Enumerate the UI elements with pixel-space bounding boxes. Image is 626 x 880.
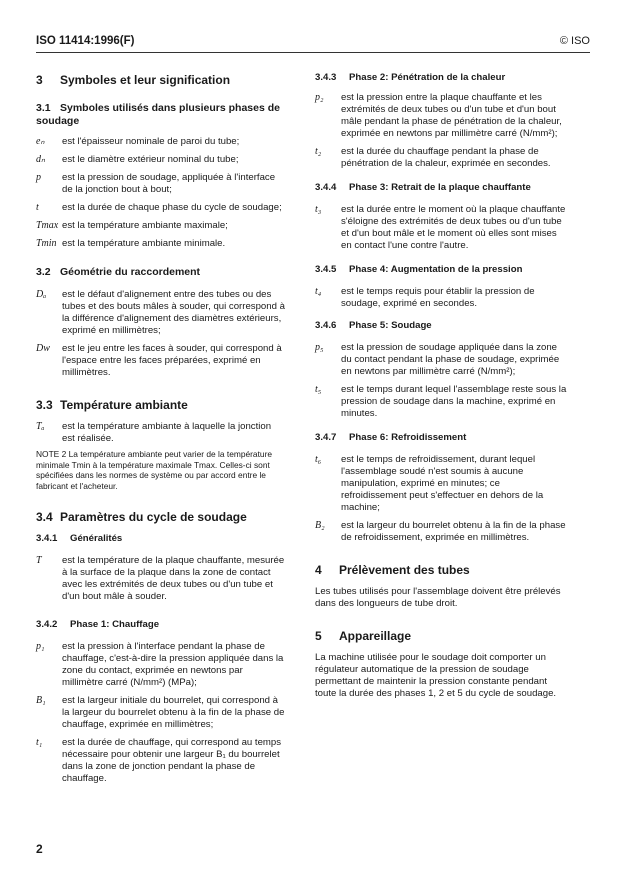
definition-item	[36, 641, 286, 689]
section-3-4-5-heading: 3.4.5 Phase 4: Augmentation de la pression	[315, 264, 523, 275]
definition-text: est le jeu entre les faces à souder, qui correspond à l'espace entre les faces préparées, exprimé en millimètres.	[62, 343, 282, 378]
definitions-3-2	[36, 289, 286, 379]
definitions-3-4-7	[315, 454, 567, 544]
definitions-3-4-1	[36, 555, 286, 603]
note-2: NOTE 2 La température ambiante peut varier de la température minimale Tmin à la température maximale Tmax. Celles-ci sont spécifiées dans les normes de système ou par accord entre le fabricant et l'acheteur.	[36, 449, 273, 491]
page-header	[36, 35, 590, 47]
definition-symbol: Dw	[36, 343, 50, 354]
section-4-heading: 4 Prélèvement des tubes	[315, 563, 470, 577]
left-column	[36, 62, 286, 785]
definition-text: est la température ambiante maximale;	[62, 220, 228, 231]
definition-symbol: p₅	[315, 342, 324, 353]
section-5-heading: 5 Appareillage	[315, 629, 412, 643]
definition-text: est la température ambiante à laquelle la jonction est réalisée.	[62, 421, 272, 444]
definition-symbol: B₂	[315, 520, 325, 531]
section-3-4-3-heading: 3.4.3 Phase 2: Pénétration de la chaleur	[315, 72, 506, 83]
definition-item	[315, 92, 567, 140]
definition-text: est la durée du chauffage pendant la phase de pénétration de la chaleur, exprimée en secondes.	[341, 146, 551, 169]
definition-item	[315, 454, 567, 514]
definition-item	[315, 204, 567, 252]
definition-item	[36, 343, 286, 379]
definition-symbol: p₂	[315, 92, 324, 103]
section-3-4-7-heading: 3.4.7 Phase 6: Refroidissement	[315, 432, 467, 443]
definitions-3-4-5	[315, 286, 567, 310]
definitions-3-4-2	[36, 641, 286, 785]
section-3-3-heading: 3.3 Température ambiante	[36, 398, 188, 412]
definition-symbol: t₄	[315, 286, 322, 297]
definition-text: est la pression entre la plaque chauffante et les extrémités de deux tubes ou d'un tube et d'un bout mâle pendant la phase de pénétration de la chaleur, exprimée en newtons par millimètre carré (N/mm²);	[341, 92, 562, 139]
definition-item	[315, 286, 567, 310]
definition-text: est la largeur initiale du bourrelet, qui correspond à la largeur du bourrelet obtenu à la fin de la phase de chauffage, exprimée en millimètres;	[62, 695, 285, 730]
definition-text: est le temps de refroidissement, durant lequel l'assemblage soudé n'est soumis à aucune manipulation, exprimé en minutes; ce refroidissement peut s'effectuer en dehors de la machine;	[341, 454, 544, 513]
definition-text: est la température de la plaque chauffante, mesurée à la surface de la plaque dans la zone de contact avec les extrémités de deux tubes ou d'un tube et d'un bout mâle à souder.	[62, 555, 285, 602]
header-rule	[36, 52, 590, 53]
definition-text: est la température ambiante minimale.	[62, 238, 226, 249]
section-3-4-6-heading: 3.4.6 Phase 5: Soudage	[315, 320, 432, 331]
definition-symbol: T	[36, 555, 42, 566]
definition-text: est le temps durant lequel l'assemblage reste sous la pression de soudage dans la machine, exprimé en minutes.	[341, 384, 567, 419]
page-number: 2	[36, 842, 43, 856]
definition-symbol: t	[36, 202, 39, 213]
definition-text: est la largeur du bourrelet obtenu à la fin de la phase de refroidissement, exprimée en millimètres.	[341, 520, 566, 543]
definition-item	[36, 172, 286, 196]
section-3-2-heading: 3.2 Géométrie du raccordement	[36, 266, 201, 278]
definition-item	[315, 384, 567, 420]
definition-item	[36, 238, 286, 250]
definition-symbol: t₆	[315, 454, 322, 465]
definition-text: est l'épaisseur nominale de paroi du tube;	[62, 136, 240, 147]
definition-symbol: B₁	[36, 695, 46, 706]
definition-item	[36, 220, 286, 232]
definition-symbol: eₙ	[36, 136, 45, 147]
definitions-3-4-6	[315, 342, 567, 420]
definition-item	[315, 342, 567, 378]
section-4-text: Les tubes utilisés pour l'assemblage doivent être prélevés dans des longueurs de tube droit.	[315, 586, 561, 609]
definition-symbol: Tmin	[36, 238, 57, 249]
definition-text: est le défaut d'alignement entre des tubes ou des tubes et des bouts mâles à souder, qui correspond à la différence d'alignement des diamètres extérieurs, exprimé en millimètres;	[62, 289, 285, 336]
definitions-3-1	[36, 136, 286, 250]
definition-item	[315, 520, 567, 544]
definition-item	[315, 146, 567, 170]
definitions-3-3	[36, 421, 286, 445]
definition-text: est la durée entre le moment où la plaque chauffante s'éloigne des extrémités de deux tubes ou d'un tube et d'un bout mâle et le moment où elles sont mises en contact l'une contre l'autre.	[341, 204, 566, 251]
section-3-heading: 3 Symboles et leur signification	[36, 73, 231, 87]
definition-text: est la pression de soudage, appliquée à l'interface de la jonction bout à bout;	[62, 172, 276, 195]
definition-symbol: Dₐ	[36, 289, 47, 300]
definition-item	[36, 555, 286, 603]
section-5-text: La machine utilisée pour le soudage doit comporter un régulateur automatique de la pression de soudage permettant de maintenir la pression constante pendant toute la durée des phases 1, 2 et 5 du cycle de soudage.	[315, 652, 557, 699]
definition-item	[36, 202, 286, 214]
definitions-3-4-4	[315, 204, 567, 252]
section-3-4-2-heading: 3.4.2 Phase 1: Chauffage	[36, 619, 160, 630]
definition-symbol: Tₐ	[36, 421, 45, 432]
definition-symbol: p₁	[36, 641, 45, 652]
definition-item	[36, 421, 286, 445]
definition-text: est le diamètre extérieur nominal du tube;	[62, 154, 239, 165]
definition-text: est la pression de soudage appliquée dans la zone du contact pendant la phase de soudage, exprimée en newtons par millimètre carré (N/mm²);	[341, 342, 560, 377]
copyright-mark: © ISO	[559, 35, 590, 47]
definition-item	[36, 136, 286, 148]
section-3-4-4-heading: 3.4.4 Phase 3: Retrait de la plaque chauffante	[315, 182, 531, 193]
right-column	[315, 62, 567, 700]
definition-item	[36, 154, 286, 166]
definitions-3-4-3	[315, 92, 567, 170]
section-3-4-1-heading: 3.4.1 Généralités	[36, 533, 123, 544]
definition-symbol: p	[36, 172, 41, 183]
definition-symbol: t₁	[36, 737, 43, 748]
definition-item	[36, 737, 286, 785]
section-3-1-heading: 3.1 Symboles utilisés dans plusieurs phases de soudage	[36, 102, 280, 127]
definition-symbol: t₂	[315, 146, 322, 157]
definition-text: est la durée de chaque phase du cycle de soudage;	[62, 202, 282, 213]
definition-item	[36, 289, 286, 337]
definition-text: est la pression à l'interface pendant la phase de chauffage, c'est-à-dire la pression appliquée dans la zone du contact, exprimée en newtons par millimètre carré (N/mm²) (MPa);	[62, 641, 284, 688]
definition-symbol: Tmax	[36, 220, 59, 231]
definition-item	[36, 695, 286, 731]
definition-symbol: dₙ	[36, 154, 45, 165]
definition-symbol: t₅	[315, 384, 322, 395]
definition-text: est la durée de chauffage, qui correspond au temps nécessaire pour obtenir une largeur B₁ du bourrelet dans la zone de jonction pendant la phase de chauffage.	[62, 737, 282, 784]
definition-symbol: t₃	[315, 204, 322, 215]
definition-text: est le temps requis pour établir la pression de soudage, exprimé en secondes.	[341, 286, 535, 309]
section-3-4-heading: 3.4 Paramètres du cycle de soudage	[36, 510, 247, 524]
standard-number: ISO 11414:1996(F)	[36, 35, 135, 47]
